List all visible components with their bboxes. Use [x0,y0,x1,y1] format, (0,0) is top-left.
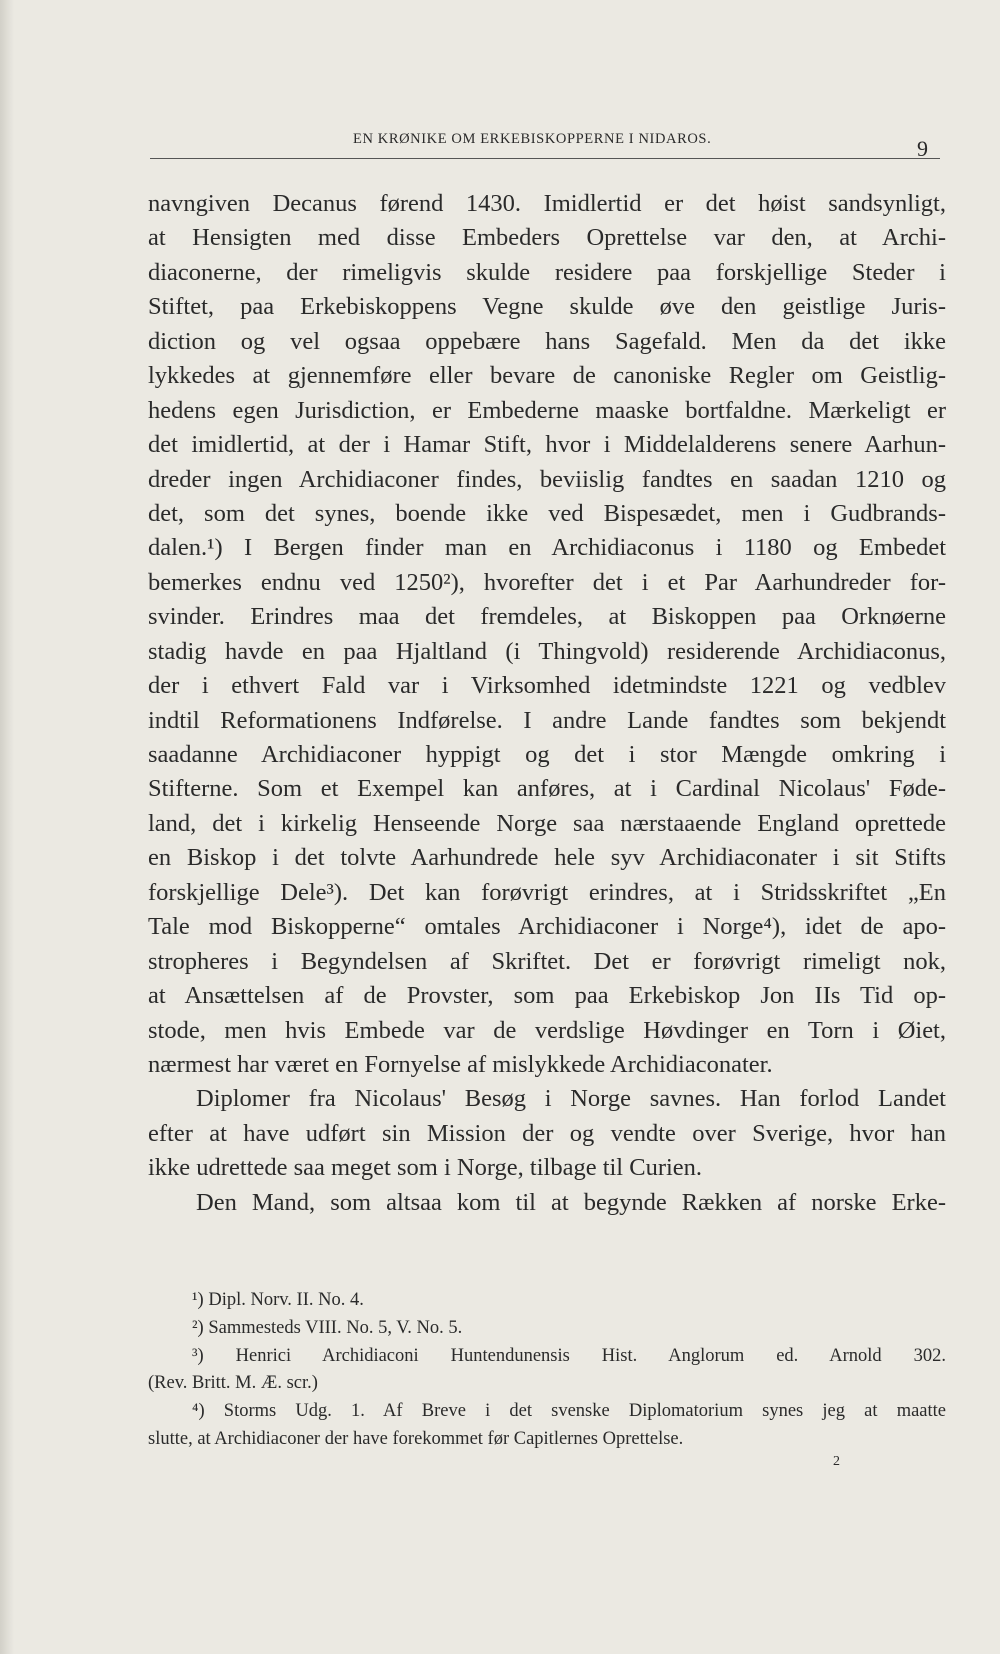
text-line: en Biskop i det tolvte Aarhundrede hele syv Archidiaconater i sit Stifts [148,844,946,872]
text-line: stode, men hvis Embede var de verdslige Høvdinger en Torn i Øiet, [148,1016,946,1044]
footnotes [148,1287,946,1454]
text-line: der i ethvert Fald var i Virksomhed idetmindste 1221 og vedblev [148,672,946,700]
text-line: Tale mod Biskopperne“ omtales Archidiaconer i Norge⁴), idet de apo- [148,913,946,941]
text-line: ikke udrettede saa meget som i Norge, tilbage til Curien. [148,1154,703,1182]
text-line: efter at have udført sin Mission der og vendte over Sverige, hvor han [148,1119,946,1147]
paragraph-start-line: Diplomer fra Nicolaus' Besøg i Norge savnes. Han forlod Landet [196,1085,946,1113]
text-line: forskjellige Dele³). Det kan forøvrigt erindres, at i Stridsskriftet „En [148,878,946,906]
text-line: lykkedes at gjennemføre eller bevare de canoniske Regler om Geistlig- [148,362,946,390]
text-line: at Ansættelsen af de Provster, som paa Erkebiskop Jon IIs Tid op- [148,982,946,1010]
footnote: ³) Henrici Archidiaconi Huntendunensis Hist. Anglorum ed. Arnold 302. [192,1345,946,1366]
text-line: svinder. Erindres maa det fremdeles, at Biskoppen paa Orknøerne [148,603,946,631]
text-line: bemerkes endnu ved 1250²), hvorefter det i et Par Aarhundreder for- [148,568,946,596]
text-line: nærmest har været en Fornyelse af mislykkede Archidiaconater. [148,1050,773,1078]
footnote-continuation: (Rev. Britt. M. Æ. scr.) [148,1373,318,1394]
text-line: stropheres i Begyndelsen af Skriftet. Det er forøvrigt rimeligt nok, [148,947,946,975]
text-line: Stiftet, paa Erkebiskoppens Vegne skulde øve den geistlige Juris- [148,293,946,321]
body-text [148,187,946,1220]
text-line: land, det i kirkelig Henseende Norge saa nærstaaende England oprettede [148,809,946,837]
text-line: diaconerne, der rimeligvis skulde residere paa forskjellige Steder i [148,258,946,286]
page-number: 9 [917,136,928,161]
text-line: dreder ingen Archidiaconer findes, beviislig fandtes en saadan 1210 og [148,465,946,493]
header-title: EN KRØNIKE OM ERKEBISKOPPERNE I NIDAROS. [353,131,712,147]
text-line: hedens egen Jurisdiction, er Embederne maaske bortfaldne. Mærkeligt er [148,396,946,424]
footnote: ²) Sammesteds VIII. No. 5, V. No. 5. [192,1317,463,1338]
text-line: det, som det synes, boende ikke ved Bispesædet, men i Gudbrands- [148,499,946,527]
text-line: at Hensigten med disse Embeders Oprettelse var den, at Archi- [148,224,946,252]
text-line: saadanne Archidiaconer hyppigt og det i stor Mængde omkring i [148,741,946,768]
running-header [150,118,940,159]
text-line: navngiven Decanus førend 1430. Imidlertid er det høist sandsynligt, [148,190,946,217]
footnote: ¹) Dipl. Norv. II. No. 4. [192,1290,364,1310]
text-line: indtil Reformationens Indførelse. I andre Lande fandtes som bekjendt [148,706,946,734]
paragraph-start-line: Den Mand, som altsaa kom til at begynde Rækken af norske Erke- [196,1188,946,1216]
text-line: diction og vel ogsaa oppebære hans Sagefald. Men da det ikke [148,327,946,355]
text-line: stadig havde en paa Hjaltland (i Thingvold) residerende Archidiaconus, [148,637,946,665]
footnote: ⁴) Storms Udg. 1. Af Breve i det svenske Diplomatorium synes jeg at maatte [192,1401,946,1422]
text-line: dalen.¹) I Bergen finder man en Archidiaconus i 1180 og Embedet [148,534,946,562]
scan-edge [0,0,14,1654]
printer-signature: 2 [833,1454,840,1469]
text-line: Stifterne. Som et Exempel kan anføres, at i Cardinal Nicolaus' Føde- [148,775,946,803]
footnote-continuation: slutte, at Archidiaconer der have forekommet før Capitlernes Oprettelse. [148,1428,684,1449]
text-line: det imidlertid, at der i Hamar Stift, hvor i Middelalderens senere Aarhun- [148,431,946,459]
